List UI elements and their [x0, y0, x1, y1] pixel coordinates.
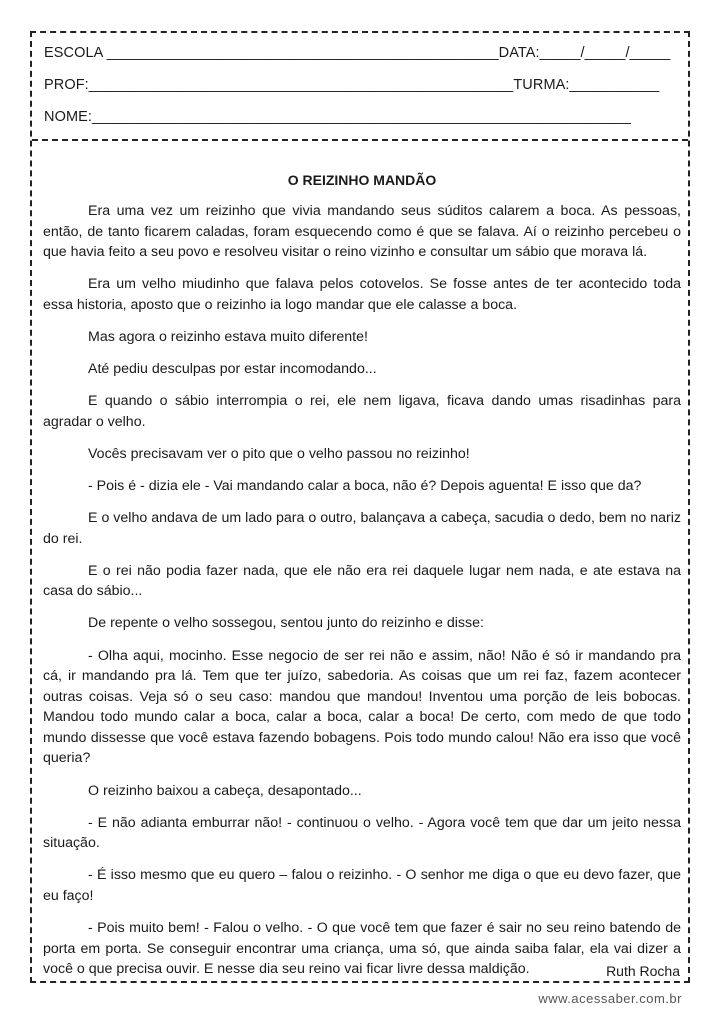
story-paragraph: De repente o velho sossegou, sentou junto do reizinho e disse:	[88, 615, 484, 632]
story-author: Ruth Rocha	[606, 963, 680, 979]
story-paragraph: Era um velho miudinho que falava pelos cotovelos. Se fosse antes de ter acontecido toda essa historia, aposto que o reizinho ia logo mandar que ele calasse a boca.	[43, 276, 681, 313]
story-paragraph: E o velho andava de um lado para o outro, balançava a cabeça, sacudia o dedo, bem no nariz do rei.	[43, 510, 681, 547]
story-paragraph: - É isso mesmo que eu quero – falou o reizinho. - O senhor me diga o que eu devo fazer, que eu faço!	[43, 867, 681, 904]
story-paragraph: Era uma vez um reizinho que vivia mandando seus súditos calarem a boca. As pessoas, então, de tanto ficarem caladas, foram esquecendo como é que se falava. Aí o reizinho percebeu o que havia feito a seu povo e resolveu visitar o reino vizinho e consultar um sábio que morava lá.	[43, 203, 681, 261]
story-paragraph: - Olha aqui, mocinho. Esse negocio de ser rei não e assim, não! Não é só ir mandando pra cá, ir mandando pra lá. Tem que ter juízo, sabedoria. As coisas que um rei faz, fazem acontecer outras coisas. Veja só o seu caso: mandou que mandou! Inventou uma porção de leis bobocas. Mandou todo mundo calar a boca, calar a boca, calar a boca! De certo, com medo de que todo mundo dissesse que você estava fazendo bobagens. Pois todo mundo calou! Não era isso que você queria?	[43, 647, 681, 767]
story-title: O REIZINHO MANDÃO	[287, 172, 437, 188]
story-paragraph: Até pediu desculpas por estar incomodando...	[88, 361, 377, 378]
story-paragraph: E quando o sábio interrompia o rei, ele nem ligava, ficava dando umas risadinhas para agradar o velho.	[43, 393, 681, 430]
story-paragraph: E o rei não podia fazer nada, que ele não era rei daquele lugar nem nada, e ate estava na casa do sábio...	[43, 562, 681, 600]
student-name-line: NOME:__________________________________________________________________	[44, 109, 631, 125]
story-paragraph: Vocês precisavam ver o pito que o velho passou no reizinho!	[88, 445, 470, 462]
story-paragraph: Mas agora o reizinho estava muito diferente!	[88, 328, 368, 345]
header-divider	[32, 139, 688, 141]
story-paragraph: - Pois muito bem! - Falou o velho. - O que você tem que fazer é sair no seu reino batendo de porta em porta. Se conseguir encontrar uma criança, uma só, que ainda saiba falar, ela vai dizer a você o que precisa ouvir. E nesse dia seu reino vai ficar livre dessa maldição.	[43, 920, 681, 978]
story-paragraph: - Pois é - dizia ele - Vai mandando calar a boca, não é? Depois aguenta! E isso que da?	[88, 477, 642, 494]
website-footer: www.acessaber.com.br	[538, 991, 682, 1006]
teacher-class-line: PROF:____________________________________________________TURMA:___________	[44, 77, 660, 93]
story-body	[43, 201, 681, 991]
story-paragraph: - E não adianta emburrar não! - continuou o velho. - Agora você tem que dar um jeito nessa situação.	[43, 814, 681, 852]
school-date-line: ESCOLA ________________________________________________DATA:_____/_____/_____	[44, 45, 671, 61]
story-paragraph: O reizinho baixou a cabeça, desapontado...	[88, 782, 362, 799]
